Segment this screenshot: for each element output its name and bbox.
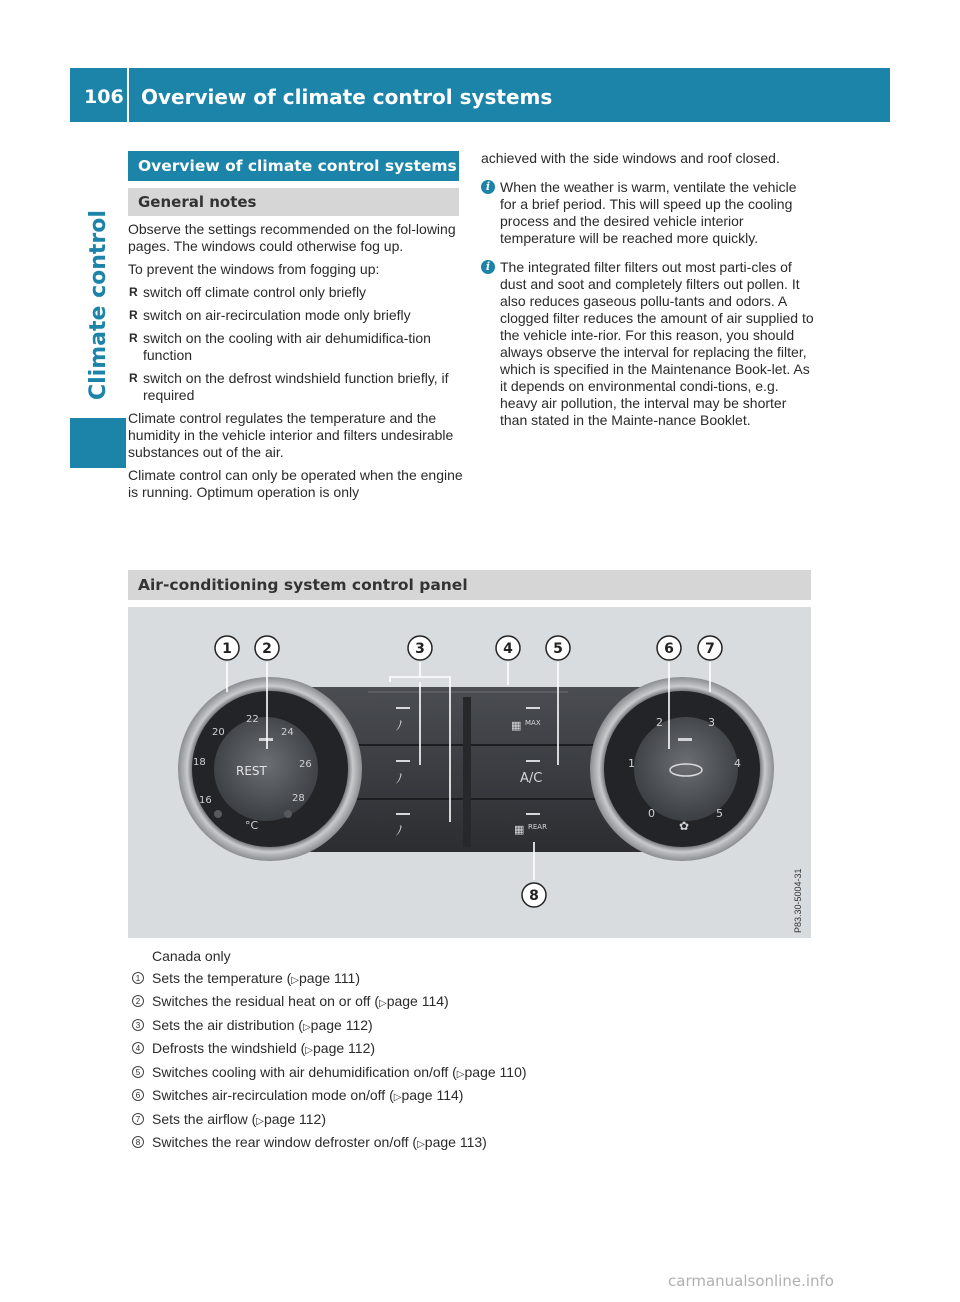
- watermark: carmanualsonline.info: [668, 1272, 834, 1290]
- bullet-mark: R: [129, 308, 138, 322]
- caption-text: Defrosts the windshield (: [152, 1040, 306, 1056]
- right-column: [481, 150, 814, 429]
- paragraph: Climate control can only be operated when the engine is running. Optimum operation is only: [128, 467, 463, 500]
- bullet-mark: R: [129, 331, 138, 345]
- page-ref-arrow-icon: ▷: [456, 1068, 465, 1080]
- fan-icon: ✿: [679, 819, 690, 833]
- control-panel-illustration: [128, 607, 811, 938]
- page-number: 106: [84, 86, 124, 108]
- caption-item: [132, 1062, 812, 1086]
- ac-label: A/C: [520, 771, 543, 786]
- rear-defrost-icon: ▦: [514, 823, 525, 836]
- section-panel-title: Air-conditioning system control panel: [128, 570, 811, 600]
- caption-number: 7: [132, 1113, 144, 1125]
- caption-number: 6: [132, 1089, 144, 1101]
- fan-level-1: 1: [628, 757, 635, 770]
- header-divider: [127, 68, 129, 122]
- caption-number: 4: [132, 1042, 144, 1054]
- page-ref-arrow-icon: ▷: [291, 974, 299, 986]
- bullet-mark: R: [129, 285, 138, 299]
- bullet-item: [128, 307, 463, 324]
- page-ref-arrow-icon: ▷: [393, 1092, 402, 1103]
- bullet-text: switch off climate control only briefly: [143, 284, 367, 300]
- paragraph: Climate control regulates the temperature and the humidity in the vehicle interior and filters undesirable substances out of the air.: [128, 410, 454, 460]
- callout-8-label: 8: [529, 888, 539, 904]
- defrost-max-icon: ▦: [511, 719, 522, 732]
- callout-4-label: 4: [503, 641, 513, 657]
- bullet-text: switch on the defrost windshield function briefly, if required: [143, 370, 449, 403]
- bullet-item: [128, 284, 463, 301]
- airflow-knob: [634, 717, 738, 821]
- callout-6-label: 6: [664, 641, 674, 657]
- air-distribution-middle-icon: ﾉ: [396, 772, 403, 787]
- temp-26: 26: [299, 759, 312, 770]
- page-ref-arrow-icon: ▷: [378, 998, 387, 1009]
- paragraph: To prevent the windows from fogging up:: [128, 261, 380, 277]
- callout-7-label: 7: [705, 641, 715, 657]
- temp-18: 18: [193, 757, 206, 768]
- fan-level-4: 4: [734, 757, 741, 770]
- info-icon: i: [481, 180, 495, 194]
- bullet-item: [128, 370, 463, 404]
- caption-number: 8: [132, 1136, 144, 1148]
- caption-text: Switches cooling with air dehumidification on/off (: [152, 1063, 457, 1080]
- air-distribution-upper-icon: ﾉ: [396, 719, 403, 734]
- caption-text: Canada only: [152, 948, 231, 964]
- celsius-label: °C: [245, 819, 259, 832]
- page-ref-arrow-icon: ▷: [417, 1139, 425, 1150]
- fan-level-0: 0: [648, 807, 655, 820]
- caption-text: Switches the rear window defroster on/off (: [152, 1134, 418, 1150]
- side-tab-label: Climate control: [86, 210, 111, 400]
- bullet-text: switch on air-recirculation mode only briefly: [143, 307, 411, 323]
- caption-number: 5: [132, 1066, 144, 1078]
- bullet-mark: R: [129, 371, 138, 385]
- control-panel-figure: [128, 607, 811, 938]
- air-distribution-lower-icon: ﾉ: [396, 824, 403, 839]
- fan-level-3: 3: [708, 716, 715, 729]
- page-ref[interactable]: page 112): [310, 1016, 373, 1033]
- callout-1-label: 1: [222, 641, 232, 657]
- caption-item: [132, 991, 812, 1015]
- header-title: Overview of climate control systems: [141, 85, 553, 109]
- fan-level-2: 2: [656, 716, 663, 729]
- side-tab-block: [70, 418, 126, 468]
- temp-24: 24: [281, 727, 294, 738]
- bullet-item: [128, 330, 463, 364]
- temp-28: 28: [292, 793, 305, 804]
- section-subtitle: General notes: [128, 188, 459, 216]
- page-ref[interactable]: page 112): [313, 1040, 376, 1056]
- rest-label: REST: [236, 764, 267, 778]
- info-icon: i: [481, 260, 495, 274]
- caption-item: [132, 1109, 812, 1133]
- caption-text: Switches air-recirculation mode on/off (: [152, 1087, 394, 1103]
- figure-captions: [132, 946, 812, 1156]
- info-note: [481, 179, 814, 247]
- page-ref-arrow-icon: ▷: [302, 1021, 311, 1033]
- page-ref[interactable]: page 114): [386, 993, 449, 1009]
- page-ref-arrow-icon: ▷: [305, 1045, 313, 1056]
- caption-item: [132, 1085, 812, 1109]
- fan-level-5: 5: [716, 807, 723, 820]
- caption-item: [132, 968, 812, 992]
- note-text: The integrated filter filters out most parti-cles of dust and soot and completely filters out pollen. It also reduces gaseous pollu-tants and odors. A clogged filter reduces the amount of air supplied to the vehicle inte-rior. For this reason, you should always observe the interval for replacing the filter, which is specified in the Maintenance Book-let. As it depends on environmental condi-tions, e.g. heavy air pollution, the interval may be shorter than stated in the Mainte-nance Booklet.: [500, 259, 814, 428]
- caption-text: Sets the airflow (: [152, 1110, 257, 1127]
- note-text: When the weather is warm, ventilate the vehicle for a brief period. This will speed up the cooling process and the desired vehicle interior temperature will be reached more quickly.: [500, 179, 797, 246]
- left-column: [128, 221, 463, 507]
- bullet-text: switch on the cooling with air dehumidifica-tion function: [143, 330, 431, 363]
- paragraph: achieved with the side windows and roof closed.: [481, 150, 780, 166]
- page-ref[interactable]: page 113): [424, 1134, 487, 1150]
- caption-item: [132, 1132, 812, 1156]
- callout-5-label: 5: [553, 641, 563, 657]
- page-ref[interactable]: page 110): [464, 1063, 527, 1080]
- page-ref[interactable]: page 114): [401, 1087, 464, 1103]
- caption-text: Switches the residual heat on or off (: [152, 993, 379, 1009]
- callout-2-label: 2: [262, 641, 272, 657]
- caption-item: [132, 1015, 812, 1039]
- max-label: MAX: [525, 719, 541, 727]
- paragraph: Observe the settings recommended on the fol-lowing pages. The windows could otherwise fog up.: [128, 221, 456, 254]
- callout-3-label: 3: [415, 641, 425, 657]
- page-ref[interactable]: page 112): [263, 1110, 326, 1127]
- temp-20: 20: [212, 727, 225, 738]
- caption-number: 3: [132, 1019, 144, 1031]
- info-note: [481, 259, 814, 429]
- caption-text: Sets the temperature (: [152, 969, 292, 986]
- caption-number: 2: [132, 995, 144, 1007]
- caption-item: [132, 1038, 812, 1062]
- page-ref-arrow-icon: ▷: [256, 1115, 264, 1127]
- figure-code: P83.30-5004-31: [793, 868, 803, 933]
- caption-canada: [132, 946, 812, 968]
- temp-22: 22: [246, 714, 259, 725]
- caption-text: Sets the air distribution (: [152, 1016, 303, 1033]
- page-ref[interactable]: page 111): [299, 969, 360, 986]
- temp-16: 16: [199, 795, 212, 806]
- section-title: Overview of climate control systems: [128, 151, 459, 181]
- caption-number: 1: [132, 972, 144, 984]
- rear-label: REAR: [528, 823, 547, 831]
